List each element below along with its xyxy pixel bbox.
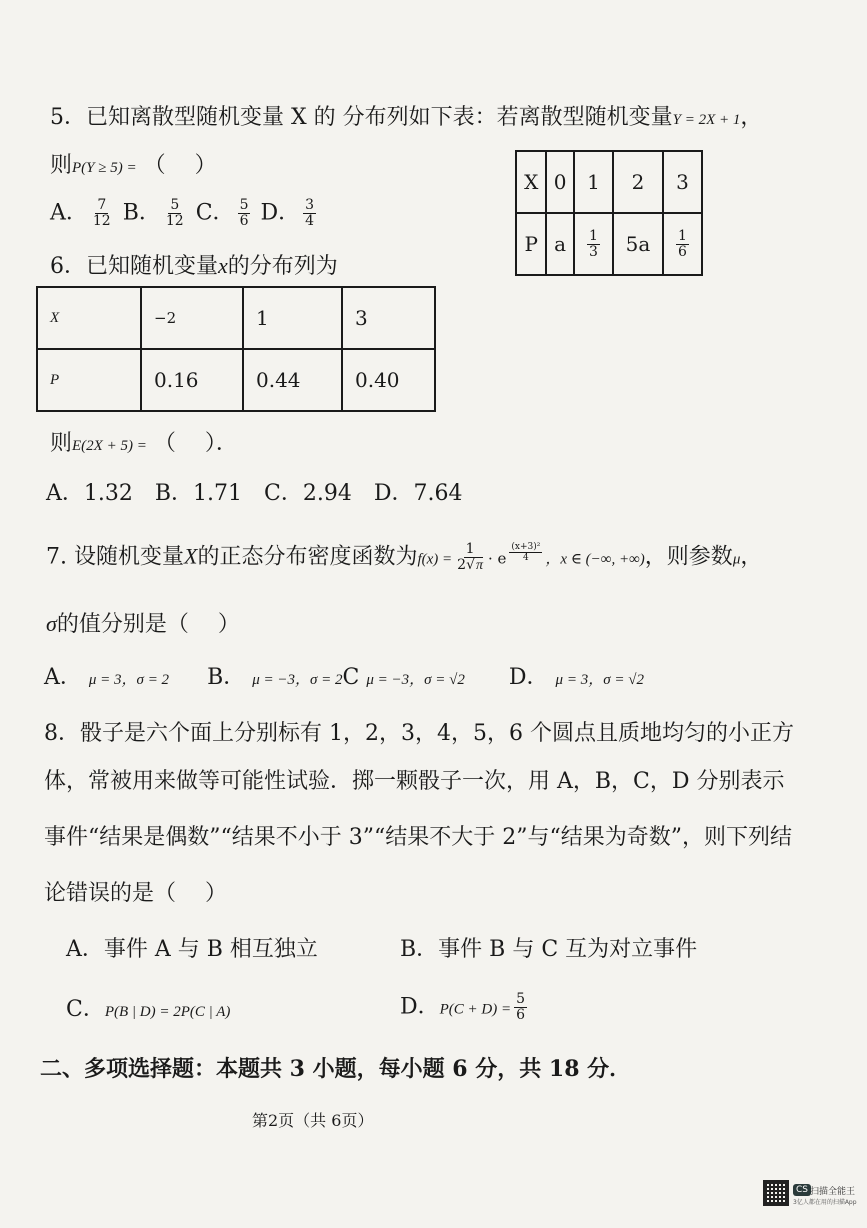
q5-opt-a: A． (50, 200, 88, 226)
q8-line4: 论错误的是（ ） (44, 881, 227, 906)
frac-num: 1 (589, 227, 598, 244)
q6-ask-blank: （ ）． (153, 431, 238, 456)
table-cell: 1 (574, 151, 613, 213)
q7-opt-d: D． (508, 665, 549, 690)
table-cell (663, 213, 702, 275)
table-row (37, 349, 435, 411)
q7-line2 (46, 610, 240, 639)
q5-frac-d-num: 3 (305, 197, 315, 213)
q7-stem (46, 542, 762, 574)
table-cell: −2 (141, 287, 243, 349)
q5-frac-a-den: 12 (92, 213, 111, 229)
q7-exp-num: (x+3)² (511, 542, 541, 552)
q6-ask (50, 430, 238, 460)
q5-opt-c: C． (195, 200, 235, 226)
q5-table-frac-p1 (587, 229, 600, 260)
q5-stem-tail: ， (740, 105, 763, 130)
q8-opt-c-label: C． (66, 997, 105, 1022)
q7-options (44, 664, 644, 694)
q7-den-rad: π (475, 558, 483, 573)
q7-frac-den: 2√π (457, 557, 483, 573)
q5-ask (50, 152, 217, 182)
q7-mu: μ (732, 551, 741, 568)
q5-opt-d: D． (260, 200, 301, 226)
q6-ask-expr: E(2X + 5) = (72, 438, 147, 454)
q5-frac-a-num: 7 (97, 197, 107, 213)
scanner-name: 扫描全能王 (810, 1187, 856, 1197)
q7-opt-c: C (342, 665, 360, 690)
table-cell: 1 (243, 287, 342, 349)
q8-line1: 8．骰子是六个面上分别标有 1，2，3，4，5，6 个圆点且质地均匀的小正方 (44, 721, 794, 746)
q8-line3: 事件“结果是偶数”“结果不小于 3”“结果不大于 2”与“结果为奇数”，则下列结 (44, 825, 792, 850)
table-cell: 2 (613, 151, 663, 213)
q7-line2-text: 的值分别是（ ） (56, 612, 240, 637)
table-cell: P (37, 349, 141, 411)
table-row (516, 151, 702, 213)
table-row (516, 213, 702, 275)
q5-stem-text: 5．已知离散型随机变量 X 的 分布列如下表：若离散型随机变量 (50, 105, 673, 130)
q7-opt-a-expr: μ = 3，σ = 2 (88, 672, 170, 688)
table-cell: 3 (663, 151, 702, 213)
q8-opt-d (400, 992, 530, 1024)
table-cell: a (546, 213, 574, 275)
q8-opt-d-label: D． (400, 994, 440, 1020)
q7-exp-den: 4 (523, 553, 529, 563)
table-cell: 0 (546, 151, 574, 213)
q6-stem-tail: 的分布列为 (227, 254, 338, 279)
q5-opt-b: B． (122, 200, 161, 226)
q6-stem (50, 252, 338, 281)
q6-stem-text: 6．已知随机变量 (50, 254, 218, 279)
q8-opt-a: A．事件 A 与 B 相互独立 (66, 937, 318, 962)
table-cell: 3 (342, 287, 435, 349)
q5-frac-d-den: 4 (305, 213, 315, 229)
q7-density-frac (455, 542, 485, 573)
scanner-slogan: 3亿人都在用的扫描App (793, 1199, 857, 1206)
frac-den: 3 (589, 243, 598, 260)
section-title: 二、多项选择题：本题共 3 小题，每小题 6 分，共 18 分． (40, 1056, 632, 1082)
frac-num: 1 (677, 227, 687, 244)
q7-sigma: σ (46, 611, 57, 636)
q8-opt-b: B．事件 B 与 C 互为对立事件 (400, 937, 698, 962)
qr-code-icon (763, 1180, 789, 1206)
page-footer: 第2页（共 6页） (252, 1111, 374, 1130)
q7-comma: ， (740, 544, 763, 570)
q6-options: A．1.32 B．1.71 C．2.94 D．7.64 (46, 481, 463, 506)
q5-options (50, 198, 319, 229)
q5-table-frac-p3 (676, 229, 689, 260)
scanner-badge: CS (793, 1184, 811, 1196)
q6-stem-var: x (218, 253, 228, 278)
q7-domain: ，x ∈ (−∞, +∞) (545, 551, 645, 568)
q5-ask-expr: P(Y ≥ 5) = (72, 160, 137, 176)
table-cell: X (516, 151, 546, 213)
q7-fx: f(x) = (417, 551, 453, 568)
q5-expr-y: Y = 2X + 1 (672, 112, 741, 128)
q7-exponent (509, 542, 542, 563)
q8-opt-c-expr: P(B | D) = 2P(C | A) (104, 1004, 231, 1020)
q5-frac-d (303, 198, 316, 229)
table-cell: 5a (613, 213, 663, 275)
q7-tail: ，则参数 (644, 544, 733, 570)
q7-opt-a: A． (44, 665, 82, 690)
table-cell: 0.40 (342, 349, 435, 411)
q5-frac-b-num: 5 (170, 197, 180, 213)
q6-ask-prefix: 则 (50, 431, 73, 456)
q8-frac-num: 5 (516, 991, 526, 1007)
q5-frac-c (238, 198, 251, 229)
q5-frac-b (164, 198, 186, 229)
q5-frac-c-den: 6 (239, 213, 249, 229)
table-cell: 0.16 (141, 349, 243, 411)
q5-ask-prefix: 则 (50, 153, 73, 178)
q7-stem-var: X (183, 543, 198, 569)
q7-stem-text: 7. 设随机变量 (46, 544, 184, 570)
q8-opt-c (66, 996, 230, 1026)
q5-distribution-table (515, 150, 703, 276)
q7-opt-b: B． (207, 665, 246, 690)
q5-ask-blank: （ ） (143, 153, 217, 178)
q7-exp-base: · e (488, 549, 507, 568)
table-cell: P (516, 213, 546, 275)
q8-opt-d-expr: P(C + D) = (439, 1001, 512, 1018)
q5-frac-b-den: 12 (165, 213, 184, 229)
q6-distribution-table (36, 286, 436, 412)
q8-frac-den: 6 (516, 1007, 526, 1023)
table-row (37, 287, 435, 349)
q5-frac-a (91, 198, 113, 229)
table-cell: X (37, 287, 141, 349)
q7-opt-b-expr: μ = −3，σ = 2 (252, 672, 343, 688)
q7-den-pre: 2 (457, 557, 467, 573)
q5-frac-c-num: 5 (239, 197, 249, 213)
q7-stem-mid: 的正态分布密度函数为 (197, 544, 418, 570)
q7-frac-num: 1 (465, 541, 475, 557)
q8-opt-d-frac (514, 992, 527, 1023)
table-cell: 0.44 (243, 349, 342, 411)
table-cell (574, 213, 613, 275)
q8-line2: 体，常被用来做等可能性试验．掷一颗骰子一次，用 A，B，C，D 分别表示 (44, 769, 785, 794)
q5-stem (50, 104, 762, 134)
frac-den: 6 (677, 243, 687, 260)
q7-opt-d-expr: μ = 3，σ = √2 (555, 672, 644, 688)
q7-opt-c-expr: μ = −3，σ = √2 (366, 672, 465, 688)
